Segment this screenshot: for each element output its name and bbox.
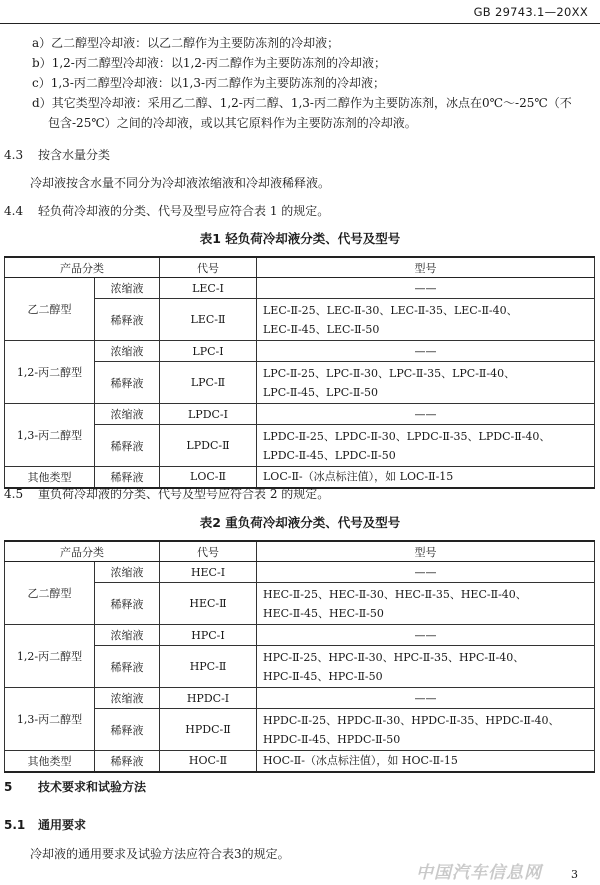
table2-caption: 表2 重负荷冷却液分类、代号及型号 xyxy=(199,515,401,530)
table1-group-name: 乙二醇型 xyxy=(5,278,95,341)
table1-models: LPC-Ⅱ-25、LPC-Ⅱ-30、LPC-Ⅱ-35、LPC-Ⅱ-40、 LPC-Ⅱ-45、LPC-Ⅱ-50 xyxy=(257,362,595,404)
table2-header-category: 产品分类 xyxy=(5,541,160,562)
table1-models: LEC-Ⅱ-25、LEC-Ⅱ-30、LEC-Ⅱ-35、LEC-Ⅱ-40、 LEC-Ⅱ-45、LEC-Ⅱ-50 xyxy=(257,299,595,341)
table2-group-name: 1,2-丙二醇型 xyxy=(5,625,95,688)
table2-models: —— xyxy=(257,625,595,646)
table2-code: HEC-Ⅰ xyxy=(160,562,257,583)
site-watermark: 中国汽车信息网 xyxy=(416,863,542,883)
table1-sub-type: 稀释液 xyxy=(95,299,160,341)
table1-sub-type: 稀释液 xyxy=(95,362,160,404)
table2-group-name: 其他类型 xyxy=(5,751,95,772)
table1-models: LPDC-Ⅱ-25、LPDC-Ⅱ-30、LPDC-Ⅱ-35、LPDC-Ⅱ-40、 LPDC-Ⅱ-45、LPDC-Ⅱ-50 xyxy=(257,425,595,467)
table1-code: LOC-Ⅱ xyxy=(160,467,257,488)
table-row xyxy=(5,341,595,362)
table2-sub-type: 浓缩液 xyxy=(95,562,160,583)
section-4-3-heading: 4.3 按含水量分类 xyxy=(4,148,111,162)
table-row xyxy=(5,404,595,425)
section-4-4-text: 4.4 轻负荷冷却液的分类、代号及型号应符合表 1 的规定。 xyxy=(4,204,330,218)
table-row xyxy=(5,688,595,709)
header-rule xyxy=(0,23,600,24)
table2-models: HPDC-Ⅱ-25、HPDC-Ⅱ-30、HPDC-Ⅱ-35、HPDC-Ⅱ-40、 HPDC-Ⅱ-45、HPDC-Ⅱ-50 xyxy=(257,709,595,751)
table1-models: —— xyxy=(257,341,595,362)
table1-code: LPC-Ⅰ xyxy=(160,341,257,362)
table1-code: LEC-Ⅱ xyxy=(160,299,257,341)
table-row xyxy=(5,467,595,488)
table2-sub-type: 浓缩液 xyxy=(95,688,160,709)
table2-header-model: 型号 xyxy=(257,541,595,562)
table2-models: —— xyxy=(257,562,595,583)
table2-code: HOC-Ⅱ xyxy=(160,751,257,772)
table1-header-category: 产品分类 xyxy=(5,257,160,278)
table1-code: LPDC-Ⅱ xyxy=(160,425,257,467)
table1-sub-type: 浓缩液 xyxy=(95,404,160,425)
std-number: GB 29743.1—20XX xyxy=(473,5,588,19)
table2-sub-type: 稀释液 xyxy=(95,646,160,688)
table1-code: LPDC-Ⅰ xyxy=(160,404,257,425)
table1-models: —— xyxy=(257,404,595,425)
table1-group-name: 1,3-丙二醇型 xyxy=(5,404,95,467)
table2-sub-type: 浓缩液 xyxy=(95,625,160,646)
section-5-heading: 5 技术要求和试验方法 xyxy=(4,780,147,794)
table1-sub-type: 稀释液 xyxy=(95,467,160,488)
list-item-d: d）其它类型冷却液：采用乙二醇、1,2-丙二醇、1,3-丙二醇作为主要防冻剂，冰点在0℃～-25℃（不 xyxy=(32,96,572,110)
table2-sub-type: 稀释液 xyxy=(95,751,160,772)
table1-caption: 表1 轻负荷冷却液分类、代号及型号 xyxy=(199,231,401,246)
section-5-1-heading: 5.1 通用要求 xyxy=(4,818,87,832)
table2-sub-type: 稀释液 xyxy=(95,709,160,751)
table2-group-name: 乙二醇型 xyxy=(5,562,95,625)
table1-group-name: 其他类型 xyxy=(5,467,95,488)
table2-group-name: 1,3-丙二醇型 xyxy=(5,688,95,751)
table1-group-name: 1,2-丙二醇型 xyxy=(5,341,95,404)
table2-models: —— xyxy=(257,688,595,709)
section-4-3-body: 冷却液按含水量不同分为冷却液浓缩液和冷却液稀释液。 xyxy=(30,176,331,190)
table1-code: LPC-Ⅱ xyxy=(160,362,257,404)
list-item-a: a）乙二醇型冷却液：以乙二醇作为主要防冻剂的冷却液； xyxy=(32,36,340,50)
table1-code: LEC-Ⅰ xyxy=(160,278,257,299)
table1 xyxy=(4,256,595,489)
table1-header-code: 代号 xyxy=(160,257,257,278)
section-5-1-body: 冷却液的通用要求及试验方法应符合表3的规定。 xyxy=(30,847,290,861)
table2-models: HEC-Ⅱ-25、HEC-Ⅱ-30、HEC-Ⅱ-35、HEC-Ⅱ-40、 HEC-Ⅱ-45、HEC-Ⅱ-50 xyxy=(257,583,595,625)
table1-sub-type: 浓缩液 xyxy=(95,341,160,362)
table1-models: —— xyxy=(257,278,595,299)
table2-code: HPDC-Ⅱ xyxy=(160,709,257,751)
table1-sub-type: 浓缩液 xyxy=(95,278,160,299)
table2-header-code: 代号 xyxy=(160,541,257,562)
table2 xyxy=(4,540,595,773)
table2-code: HPC-Ⅱ xyxy=(160,646,257,688)
list-item-d-continued: 包含-25℃）之间的冷却液，或以其它原料作为主要防冻剂的冷却液。 xyxy=(48,116,417,130)
table2-code: HEC-Ⅱ xyxy=(160,583,257,625)
page-number: 3 xyxy=(571,868,578,881)
table2-code: HPDC-Ⅰ xyxy=(160,688,257,709)
section-4-5-text: 4.5 重负荷冷却液的分类、代号及型号应符合表 2 的规定。 xyxy=(4,487,330,501)
table-row xyxy=(5,278,595,299)
table2-code: HPC-Ⅰ xyxy=(160,625,257,646)
table2-models: HPC-Ⅱ-25、HPC-Ⅱ-30、HPC-Ⅱ-35、HPC-Ⅱ-40、 HPC-Ⅱ-45、HPC-Ⅱ-50 xyxy=(257,646,595,688)
list-item-b: b）1,2-丙二醇型冷却液：以1,2-丙二醇作为主要防冻剂的冷却液； xyxy=(32,56,386,70)
table2-models: HOC-Ⅱ-（冰点标注值），如 HOC-Ⅱ-15 xyxy=(257,751,595,772)
table-row xyxy=(5,625,595,646)
table1-header-model: 型号 xyxy=(257,257,595,278)
table2-sub-type: 稀释液 xyxy=(95,583,160,625)
table-row xyxy=(5,562,595,583)
table1-sub-type: 稀释液 xyxy=(95,425,160,467)
table1-models: LOC-Ⅱ-（冰点标注值），如 LOC-Ⅱ-15 xyxy=(257,467,595,488)
table-row xyxy=(5,751,595,772)
list-item-c: c）1,3-丙二醇型冷却液：以1,3-丙二醇作为主要防冻剂的冷却液； xyxy=(32,76,386,90)
